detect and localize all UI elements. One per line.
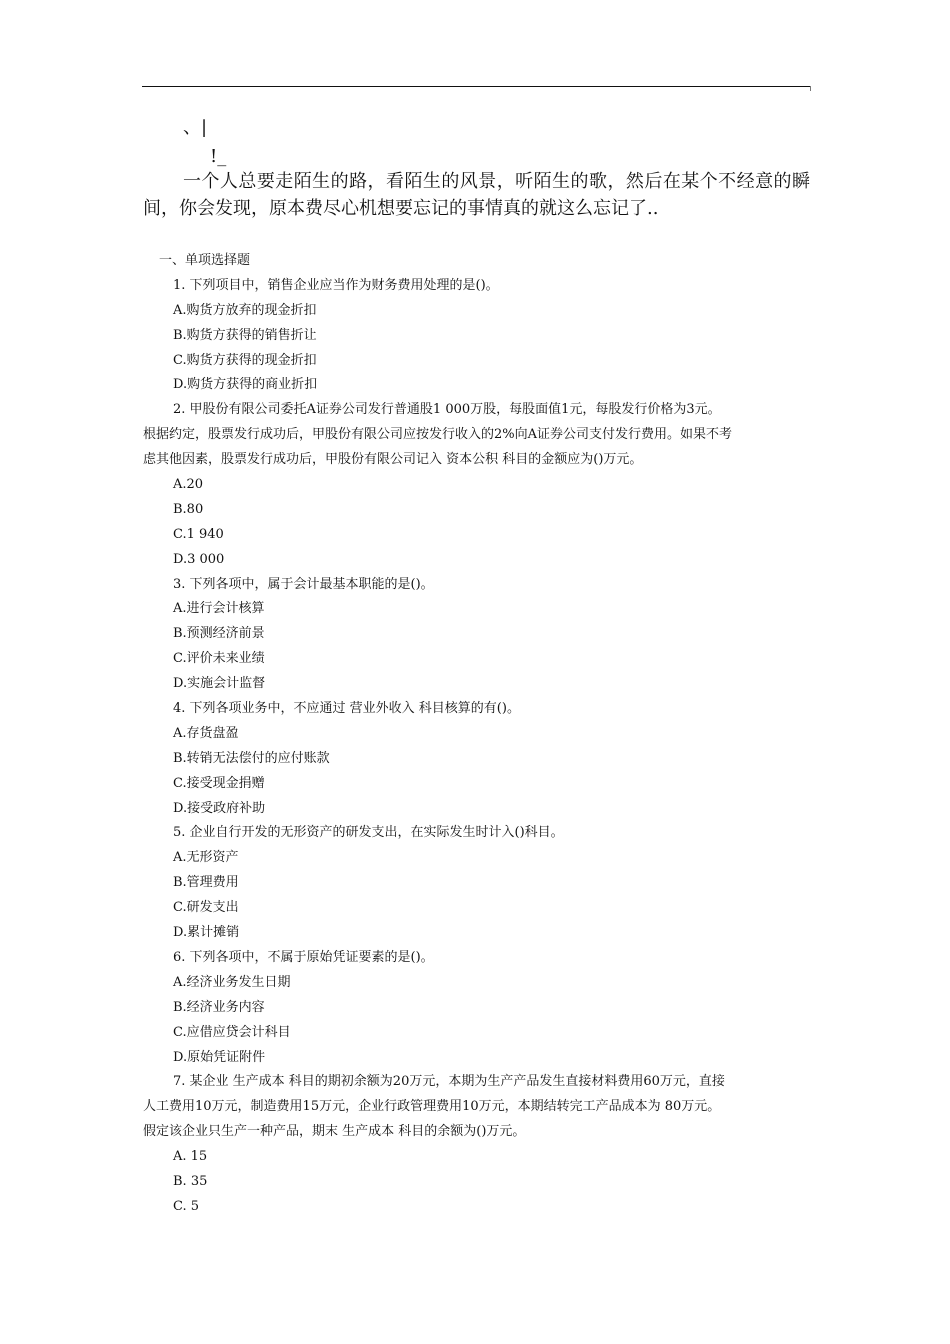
stray-mark-1: 、| <box>183 117 208 138</box>
q3-option-d: D.实施会计监督 <box>173 676 266 692</box>
header-rule <box>142 86 810 87</box>
question-2-stem-line-2: 根据约定，股票发行成功后，甲股份有限公司应按发行收入的2%向A证券公司支付发行费用。如果不考 <box>143 427 733 443</box>
question-2-stem-line-1: 2. 甲股份有限公司委托A证券公司发行普通股1 000万股，每股面值1元，每股发行价格为3元。 <box>173 402 721 418</box>
q4-option-a: A.存货盘盈 <box>173 725 239 741</box>
q7-option-c: C. 5 <box>173 1198 200 1214</box>
q5-option-b: B.管理费用 <box>173 875 239 891</box>
q2-option-b: B.80 <box>173 501 204 517</box>
q5-option-c: C.研发支出 <box>173 900 239 916</box>
question-7-stem-line-2: 人工费用10万元，制造费用15万元，企业行政管理费用10万元，本期结转完工产品成本为 80万元。 <box>143 1099 721 1115</box>
q1-option-d: D.购货方获得的商业折扣 <box>173 377 318 393</box>
q4-option-c: C.接受现金捐赠 <box>173 775 265 791</box>
q6-option-c: C.应借应贷会计科目 <box>173 1024 291 1040</box>
section-title: 一、单项选择题 <box>159 253 251 268</box>
header-rule-tick <box>810 86 811 91</box>
q3-option-b: B.预测经济前景 <box>173 626 265 642</box>
q1-option-b: B.购货方获得的销售折让 <box>173 327 317 343</box>
question-3-stem: 3. 下列各项中，属于会计最基本职能的是()。 <box>173 576 434 592</box>
q7-option-b: B. 35 <box>173 1173 208 1189</box>
question-6-stem: 6. 下列各项中，不属于原始凭证要素的是()。 <box>173 949 434 965</box>
q6-option-b: B.经济业务内容 <box>173 999 265 1015</box>
q3-option-a: A.进行会计核算 <box>173 601 265 617</box>
q4-option-b: B.转销无法偿付的应付账款 <box>173 750 330 766</box>
q7-option-a: A. 15 <box>173 1149 208 1165</box>
q2-option-c: C.1 940 <box>173 526 224 542</box>
question-2-stem-line-3: 虑其他因素，股票发行成功后，甲股份有限公司记入 资本公积 科目的金额应为()万元。 <box>143 452 643 468</box>
stray-mark-2: !_ <box>210 146 227 167</box>
question-1-stem: 1. 下列项目中，销售企业应当作为财务费用处理的是()。 <box>173 277 499 293</box>
q5-option-a: A.无形资产 <box>173 850 239 866</box>
question-list <box>143 249 810 1220</box>
q6-option-d: D.原始凭证附件 <box>173 1049 266 1065</box>
q3-option-c: C.评价未来业绩 <box>173 651 265 667</box>
q2-option-d: D.3 000 <box>173 551 225 567</box>
q4-option-d: D.接受政府补助 <box>173 800 266 816</box>
question-4-stem: 4. 下列各项业务中，不应通过 营业外收入 科目核算的有()。 <box>173 701 520 717</box>
q1-option-a: A.购货方放弃的现金折扣 <box>173 302 317 318</box>
q5-option-d: D.累计摊销 <box>173 925 240 941</box>
q1-option-c: C.购货方获得的现金折扣 <box>173 352 317 368</box>
question-5-stem: 5. 企业自行开发的无形资产的研发支出，在实际发生时计入()科目。 <box>173 825 564 841</box>
question-7-stem-line-1: 7. 某企业 生产成本 科目的期初余额为20万元，本期为生产产品发生直接材料费用60万元，直接 <box>173 1074 725 1090</box>
question-7-stem-line-3: 假定该企业只生产一种产品，期末 生产成本 科目的余额为()万元。 <box>143 1124 526 1140</box>
q6-option-a: A.经济业务发生日期 <box>173 974 291 990</box>
q2-option-a: A.20 <box>173 477 204 493</box>
intro-paragraph: 一个人总要走陌生的路，看陌生的风景，听陌生的歌，然后在某个不经意的瞬间，你会发现，原本费尽心机想要忘记的事情真的就这么忘记了.. <box>143 171 810 219</box>
